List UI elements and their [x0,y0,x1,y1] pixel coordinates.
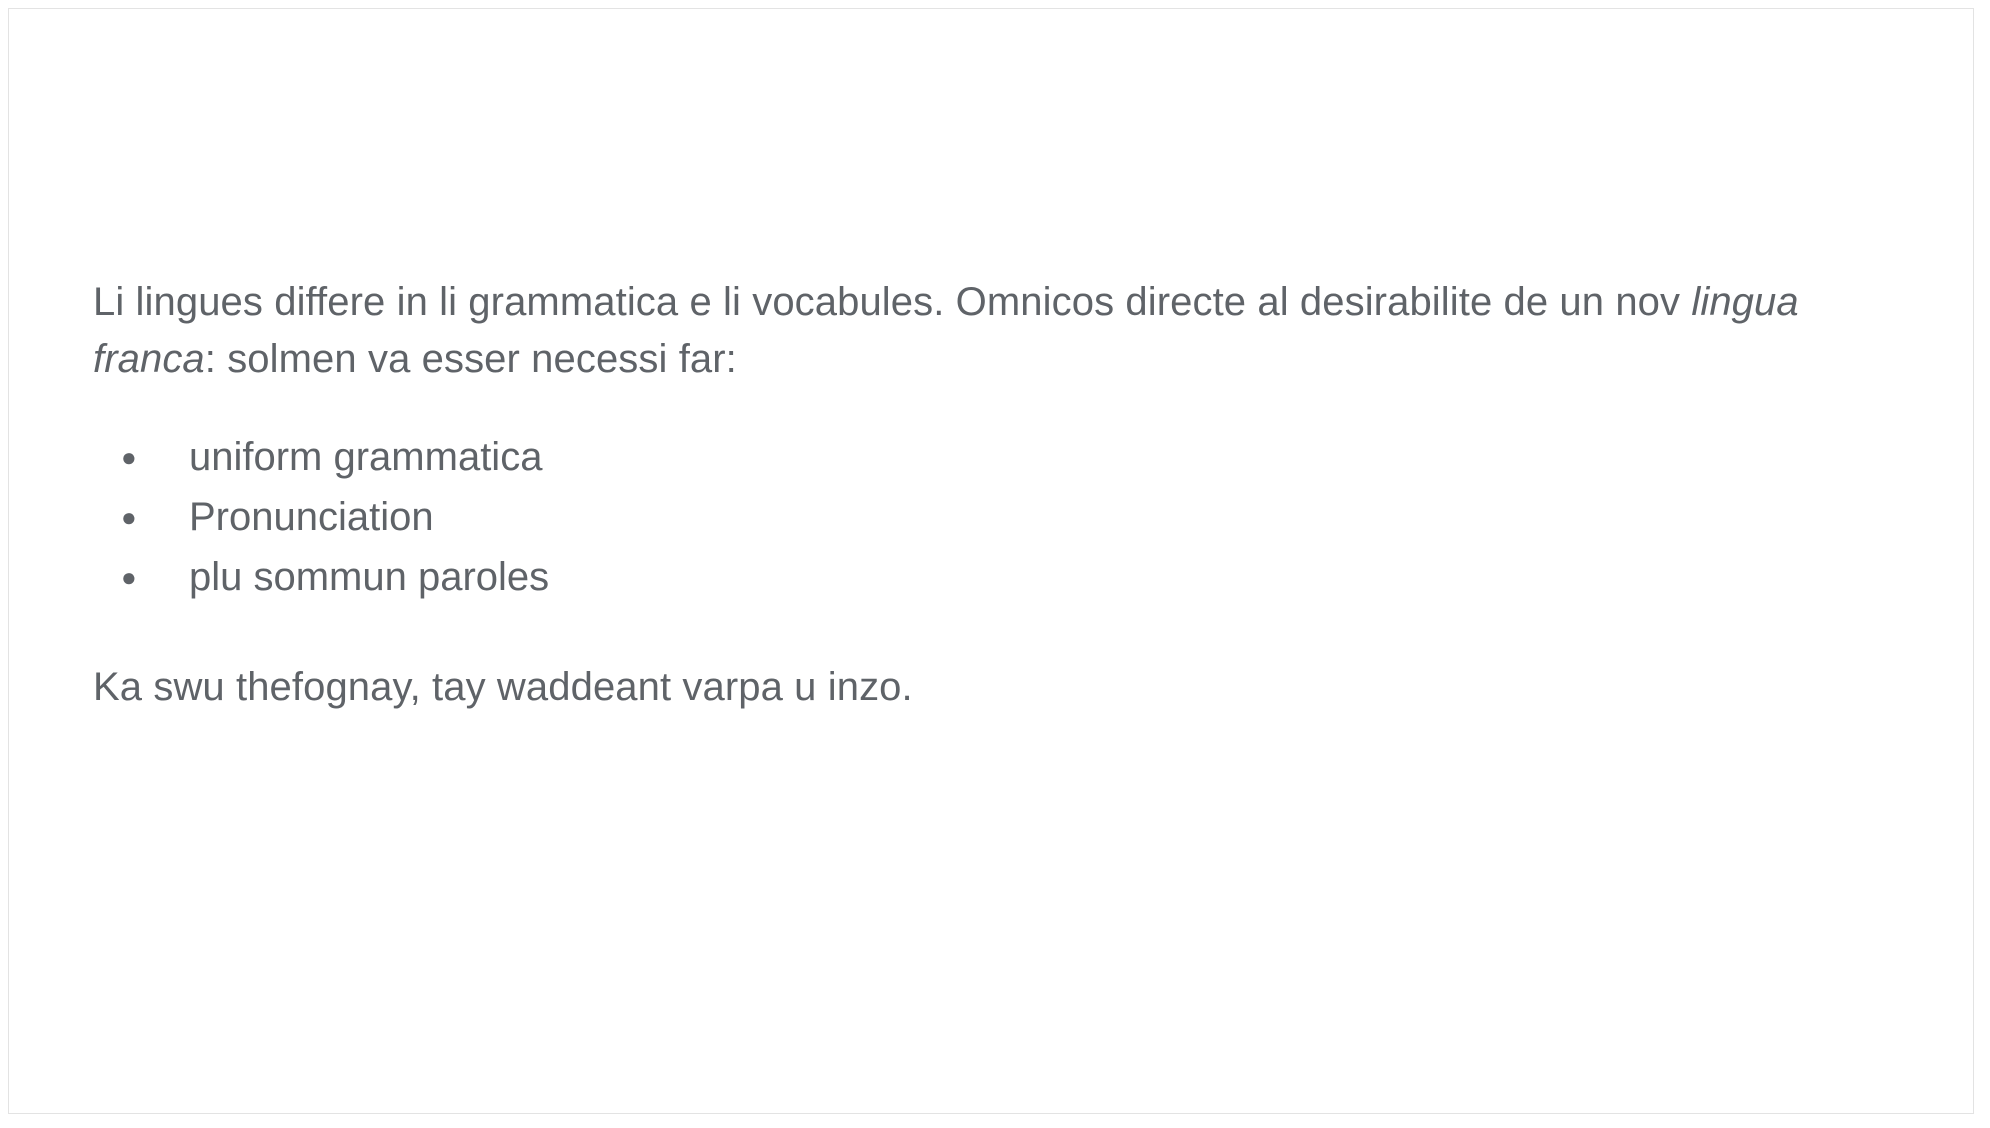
list-item-label: uniform grammatica [189,434,543,479]
bullet-dot-icon: ● [121,562,137,593]
slide-body-content [93,274,1903,716]
bullet-list [93,430,1903,605]
list-item [93,430,1903,484]
list-item [93,490,1903,544]
bullet-dot-icon: ● [121,501,137,532]
list-item-label: plu sommun paroles [189,555,550,600]
bullet-dot-icon: ● [121,441,137,472]
slide-canvas [8,8,1974,1114]
intro-paragraph [93,274,1903,388]
closing-paragraph: Ka swu thefognay, tay waddeant varpa u inzo. [93,664,913,709]
intro-text-italic: lingua franca [93,280,1799,381]
list-item [93,550,1903,604]
intro-text-before-italic: Li lingues differe in li grammatica e li vocabules. Omnicos directe al desirabilite de un nov [93,280,1692,324]
list-item-label: Pronunciation [189,494,434,539]
intro-text-after-italic: : solmen va esser necessi far: [204,336,737,381]
